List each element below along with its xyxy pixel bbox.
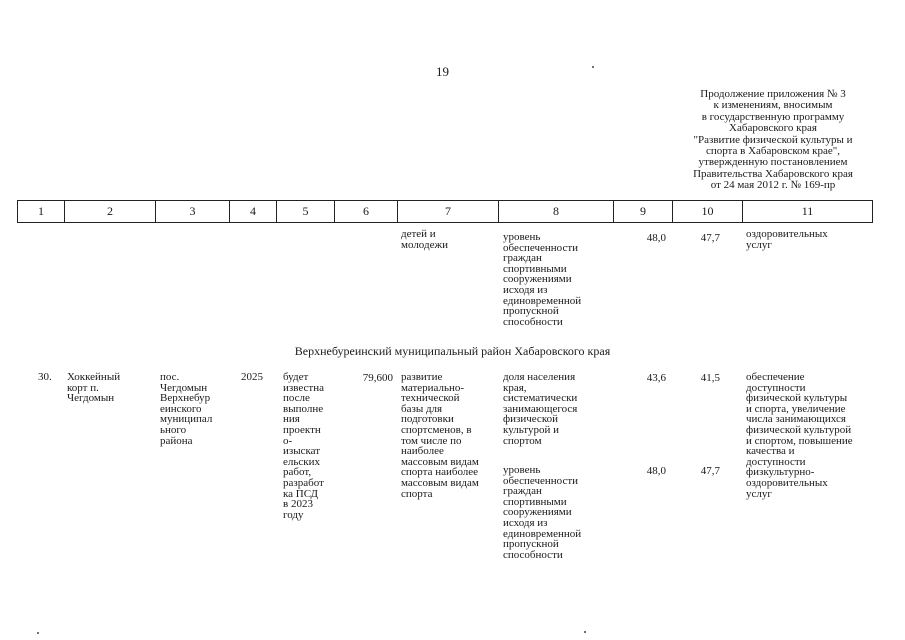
project-status: будет известна после выполне ния проектн о- изыскат ельских работ, разработ ка ПСД в 2023 году [283,371,324,521]
page-number: 19 [436,64,449,79]
indicator-population-share: доля населения края, систематически занимающегося физической культурой и спортом [503,371,578,447]
column-header-9: 9 [640,204,646,218]
scan-speck [584,631,586,633]
facility-location: пос. Чегдомын Верхнебур еинского муниципал ьного района [160,371,213,447]
continuation-col8: уровень обеспеченности граждан спортивными сооружениями исходя из единовременной пропускной способности [503,231,582,328]
appendix-line: от 24 мая 2012 г. № 169-пр [710,179,836,192]
continuation-col7: детей и молодежи [401,228,448,251]
column-header-3: 3 [189,204,196,218]
project-goal: развитие материально- технической базы для подготовки спортсменов, в том числе по наиболее массовым видам спорта наиболее массовым видам спорта [401,371,479,500]
column-header-7: 7 [445,204,451,218]
district-heading: Верхнебуреинский муниципальный район Хабаровского края [294,344,611,358]
row-number: 30. [38,371,52,383]
indicator1-col10: 41,5 [700,372,720,384]
appendix-line: в государственную программу [701,110,845,123]
continuation-col10: 47,7 [700,232,720,244]
appendix-line: Продолжение приложения № 3 [700,88,846,100]
appendix-line: спорта в Хабаровском крае", [705,145,841,158]
column-header-8: 8 [553,204,559,218]
column-header-5: 5 [302,204,309,218]
column-header-10: 10 [701,204,714,218]
indicator2-col10: 47,7 [700,465,720,477]
column-header-6: 6 [363,204,369,218]
appendix-line: к изменениям, вносимым [713,99,833,112]
scan-speck [37,632,39,634]
indicator-facility-capacity: уровень обеспеченности граждан спортивными сооружениями исходя из единовременной пропускной способности [503,464,582,561]
continuation-col11: оздоровительных услуг [746,228,828,251]
column-header-11: 11 [801,204,814,218]
appendix-line: "Развитие физической культуры и [693,133,853,146]
appendix-header [660,89,886,192]
project-cost: 79,600 [362,372,393,384]
scan-speck [592,66,594,68]
appendix-line: утвержденную постановлением [698,156,848,169]
indicator1-col9: 43,6 [646,372,666,384]
facility-name: Хоккейный корт п. Чегдомын [67,371,121,405]
column-header-1: 1 [38,204,44,218]
column-header-4: 4 [250,204,256,218]
appendix-line: Хабаровского края [729,122,817,135]
indicator2-col9: 48,0 [646,465,666,477]
continuation-col9: 48,0 [646,232,666,244]
completion-year: 2025 [241,371,263,383]
appendix-line: Правительства Хабаровского края [693,167,853,180]
column-header-2: 2 [107,204,113,218]
expected-result: обеспечение доступности физической культуры и спорта, увеличение числа занимающихся физической культурой и спортом, повышение качества и доступности физкультурно- оздоровительных услуг [746,371,853,500]
